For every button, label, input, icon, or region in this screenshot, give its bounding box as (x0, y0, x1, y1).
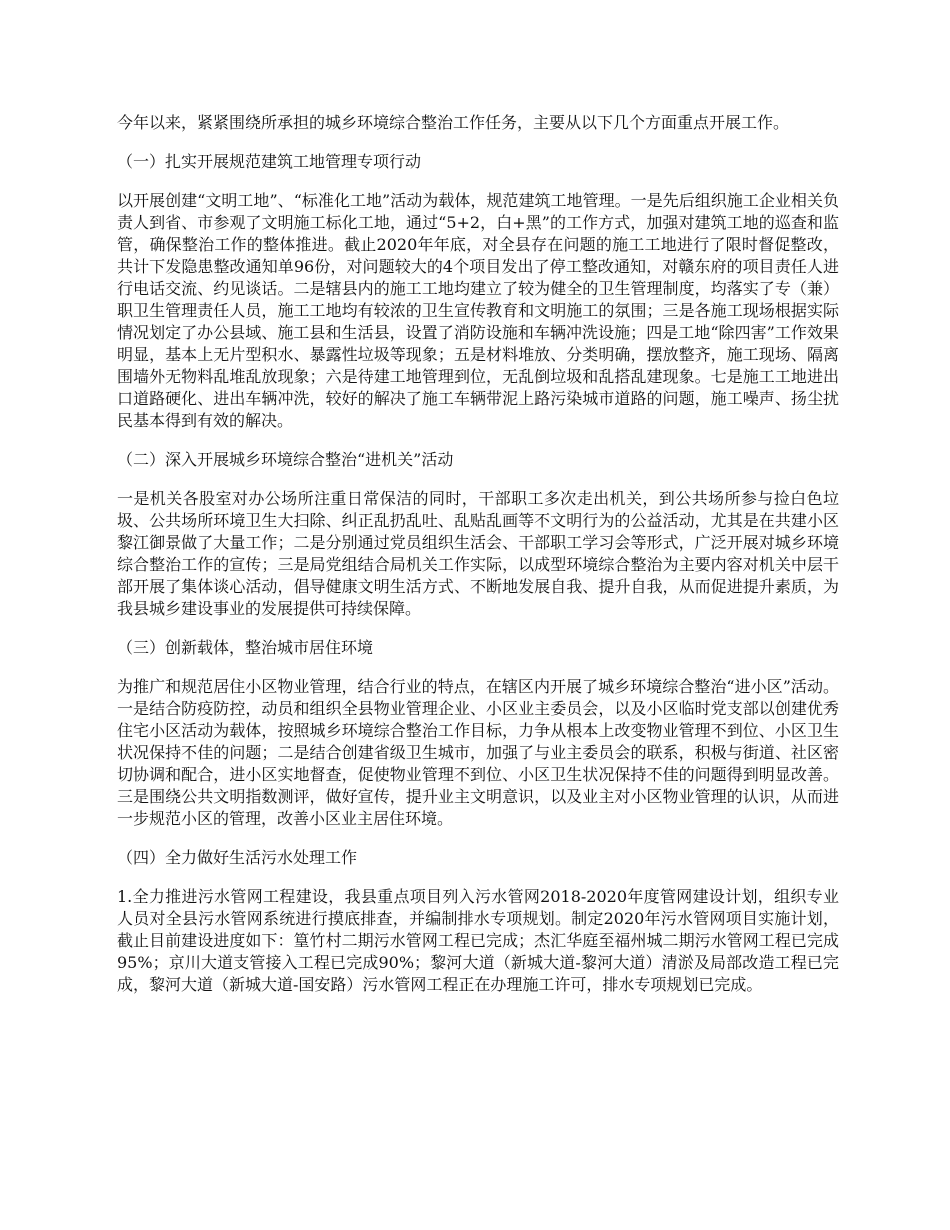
section-4-heading: （四）全力做好生活污水处理工作 (117, 848, 358, 867)
section-3-body: 为推广和规范居住小区物业管理，结合行业的特点，在辖区内开展了城乡环境综合整治“进小区”活动。一是结合防疫防控，动员和组织全县物业管理企业、小区业主委员会，以及小区临时党支部以创建优秀住宅小区活动为载体，按照城乡环境综合整治工作目标，力争从根本上改变物业管理不到位、小区卫生状况保持不佳的问题；二是结合创建省级卫生城市，加强了与业主委员会的联系，积极与街道、社区密切协调和配合，进小区实地督查，促使物业管理不到位、小区卫生状况保持不佳的问题得到明显改善。三是围绕公共文明指数测评，做好宣传，提升业主文明意识，以及业主对小区物业管理的认识，从而进一步规范小区的管理，改善小区业主居住环境。 (117, 677, 839, 828)
section-4-body: 1.全力推进污水管网工程建设，我县重点项目列入污水管网2018-2020年度管网建设计划，组织专业人员对全县污水管网系统进行摸底排查，并编制排水专项规划。制定2020年污水管网项目实施计划，截止目前建设进度如下：篁竹村二期污水管网工程已完成；杰汇华庭至福州城二期污水管网工程已完成95%；京川大道支管接入工程已完成90%；黎河大道（新城大道-黎河大道）清淤及局部改造工程已完成，黎河大道（新城大道-国安路）污水管网工程正在办理施工许可，排水专项规划已完成。 (117, 887, 839, 994)
intro-paragraph: 今年以来，紧紧围绕所承担的城乡环境综合整治工作任务，主要从以下几个方面重点开展工作。 (117, 113, 790, 132)
section-2-heading: （二）深入开展城乡环境综合整治“进机关”活动 (117, 450, 454, 469)
section-2-body: 一是机关各股室对办公场所注重日常保洁的同时，干部职工多次走出机关，到公共场所参与捡白色垃圾、公共场所环境卫生大扫除、纠正乱扔乱吐、乱贴乱画等不文明行为的公益活动，尤其是在共建小区黎江御景做了大量工作；二是分别通过党员组织生活会、干部职工学习会等形式，广泛开展对城乡环境综合整治工作的宣传；三是局党组结合局机关工作实际，以成型环境综合整治为主要内容对机关中层干部开展了集体谈心活动，倡导健康文明生活方式、不断地发展自我、提升自我，从而促进提升素质，为我县城乡建设事业的发展提供可持续保障。 (117, 489, 839, 618)
section-1-heading: （一）扎实开展规范建筑工地管理专项行动 (117, 152, 422, 171)
section-3-heading: （三）创新载体，整治城市居住环境 (117, 638, 374, 657)
section-1-body: 以开展创建“文明工地”、“标准化工地”活动为载体，规范建筑工地管理。一是先后组织施工企业相关负责人到省、市参观了文明施工标化工地，通过“5+2，白+黑”的工作方式，加强对建筑工地的巡查和监管，确保整治工作的整体推进。截止2020年年底，对全县存在问题的施工工地进行了限时督促整改，共计下发隐患整改通知单96份，对问题较大的4个项目发出了停工整改通知，对赣东府的项目责任人进行电话交流、约见谈话。二是辖县内的施工工地均建立了较为健全的卫生管理制度，均落实了专（兼）职卫生管理责任人员，施工工地均有较浓的卫生宣传教育和文明施工的氛围；三是各施工现场根据实际情况划定了办公县域、施工县和生活县，设置了消防设施和车辆冲洗设施；四是工地“除四害”工作效果明显，基本上无片型积水、暴露性垃圾等现象；五是材料堆放、分类明确，摆放整齐，施工现场、隔离围墙外无物料乱堆乱放现象；六是待建工地管理到位，无乱倒垃圾和乱搭乱建现象。七是施工工地进出口道路硬化、进出车辆冲洗，较好的解决了施工车辆带泥上路污染城市道路的问题，施工噪声、扬尘扰民基本得到有效的解决。 (117, 191, 839, 430)
document-page (117, 112, 839, 1013)
